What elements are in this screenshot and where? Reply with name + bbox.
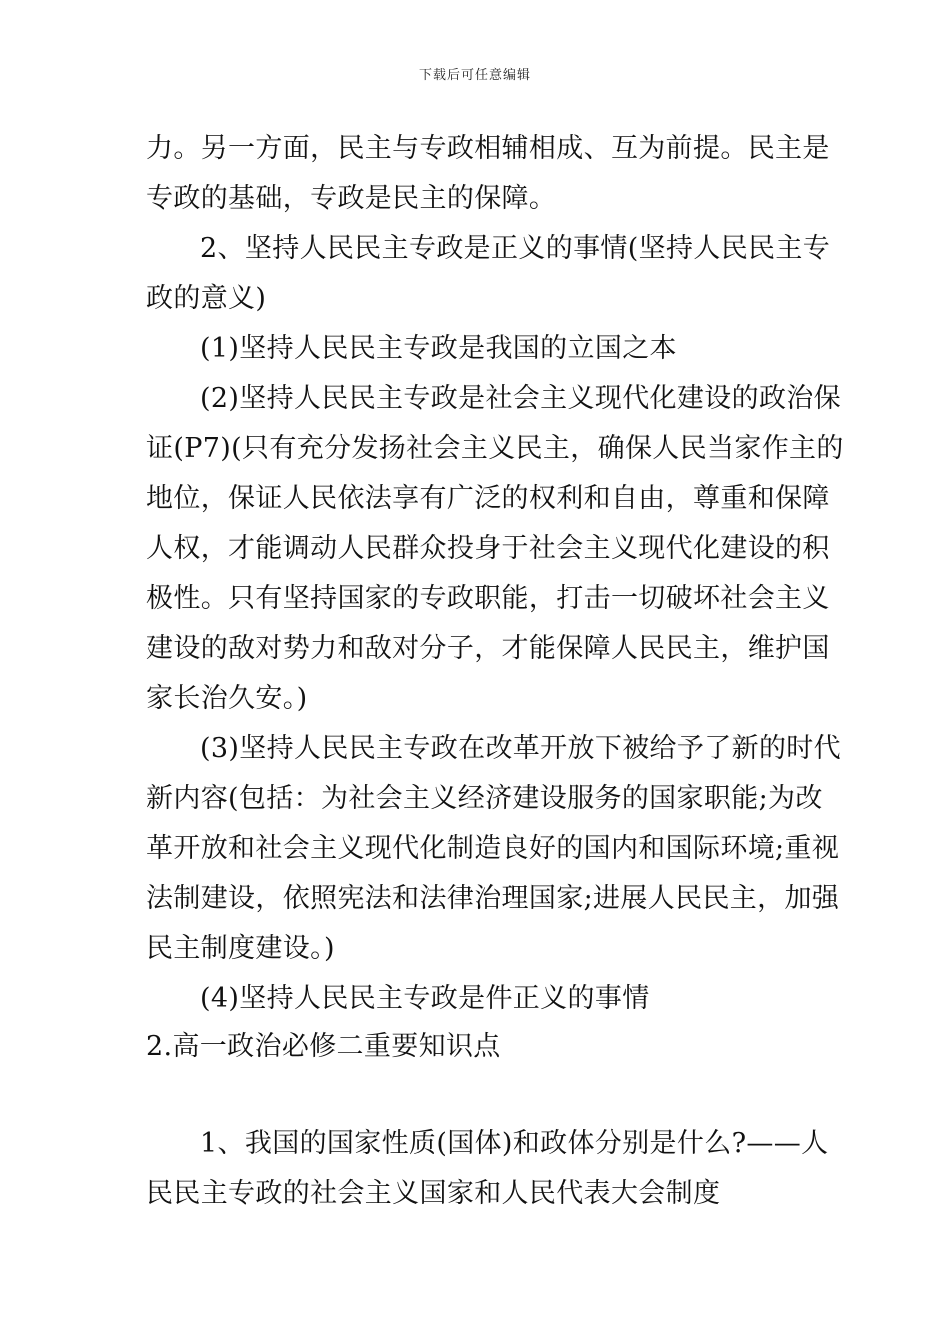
text-line: 证(P7)(只有充分发扬社会主义民主，确保人民当家作主的 bbox=[146, 433, 844, 464]
text-line: 建设的敌对势力和敌对分子，才能保障人民民主，维护国 bbox=[146, 633, 830, 664]
text-line: 法制建设，依照宪法和法律治理国家;进展人民民主，加强 bbox=[146, 883, 840, 914]
text-line: 1、我国的国家性质(国体)和政体分别是什么?——人 bbox=[200, 1128, 829, 1159]
text-line: 人权，才能调动人民群众投身于社会主义现代化建设的积 bbox=[146, 533, 830, 564]
text-line: 专政的基础，专政是民主的保障。 bbox=[146, 183, 557, 214]
text-line: (2)坚持人民民主专政是社会主义现代化建设的政治保 bbox=[200, 383, 841, 414]
text-line: 2、坚持人民民主专政是正义的事情(坚持人民民主专 bbox=[200, 233, 831, 264]
text-line: (1)坚持人民民主专政是我国的立国之本 bbox=[200, 333, 677, 364]
text-line: 革开放和社会主义现代化制造良好的国内和国际环境;重视 bbox=[146, 833, 840, 864]
text-line: (3)坚持人民民主专政在改革开放下被给予了新的时代 bbox=[200, 733, 841, 764]
text-line: 家长治久安。) bbox=[146, 683, 308, 714]
page-header: 下载后可任意编辑 bbox=[418, 68, 531, 83]
text-line: 极性。只有坚持国家的专政职能，打击一切破坏社会主义 bbox=[146, 583, 830, 614]
text-line: (4)坚持人民民主专政是件正义的事情 bbox=[200, 983, 650, 1014]
text-line: 地位，保证人民依法享有广泛的权利和自由，尊重和保障 bbox=[146, 483, 830, 514]
text-line: 民民主专政的社会主义国家和人民代表大会制度 bbox=[146, 1178, 721, 1209]
text-line: 政的意义) bbox=[146, 283, 267, 314]
text-line: 民主制度建设。) bbox=[146, 933, 335, 964]
text-line: 力。另一方面，民主与专政相辅相成、互为前提。民主是 bbox=[146, 133, 830, 164]
text-line: 新内容(包括：为社会主义经济建设服务的国家职能;为改 bbox=[146, 783, 823, 814]
section-heading: 2.高一政治必修二重要知识点 bbox=[146, 1031, 501, 1062]
